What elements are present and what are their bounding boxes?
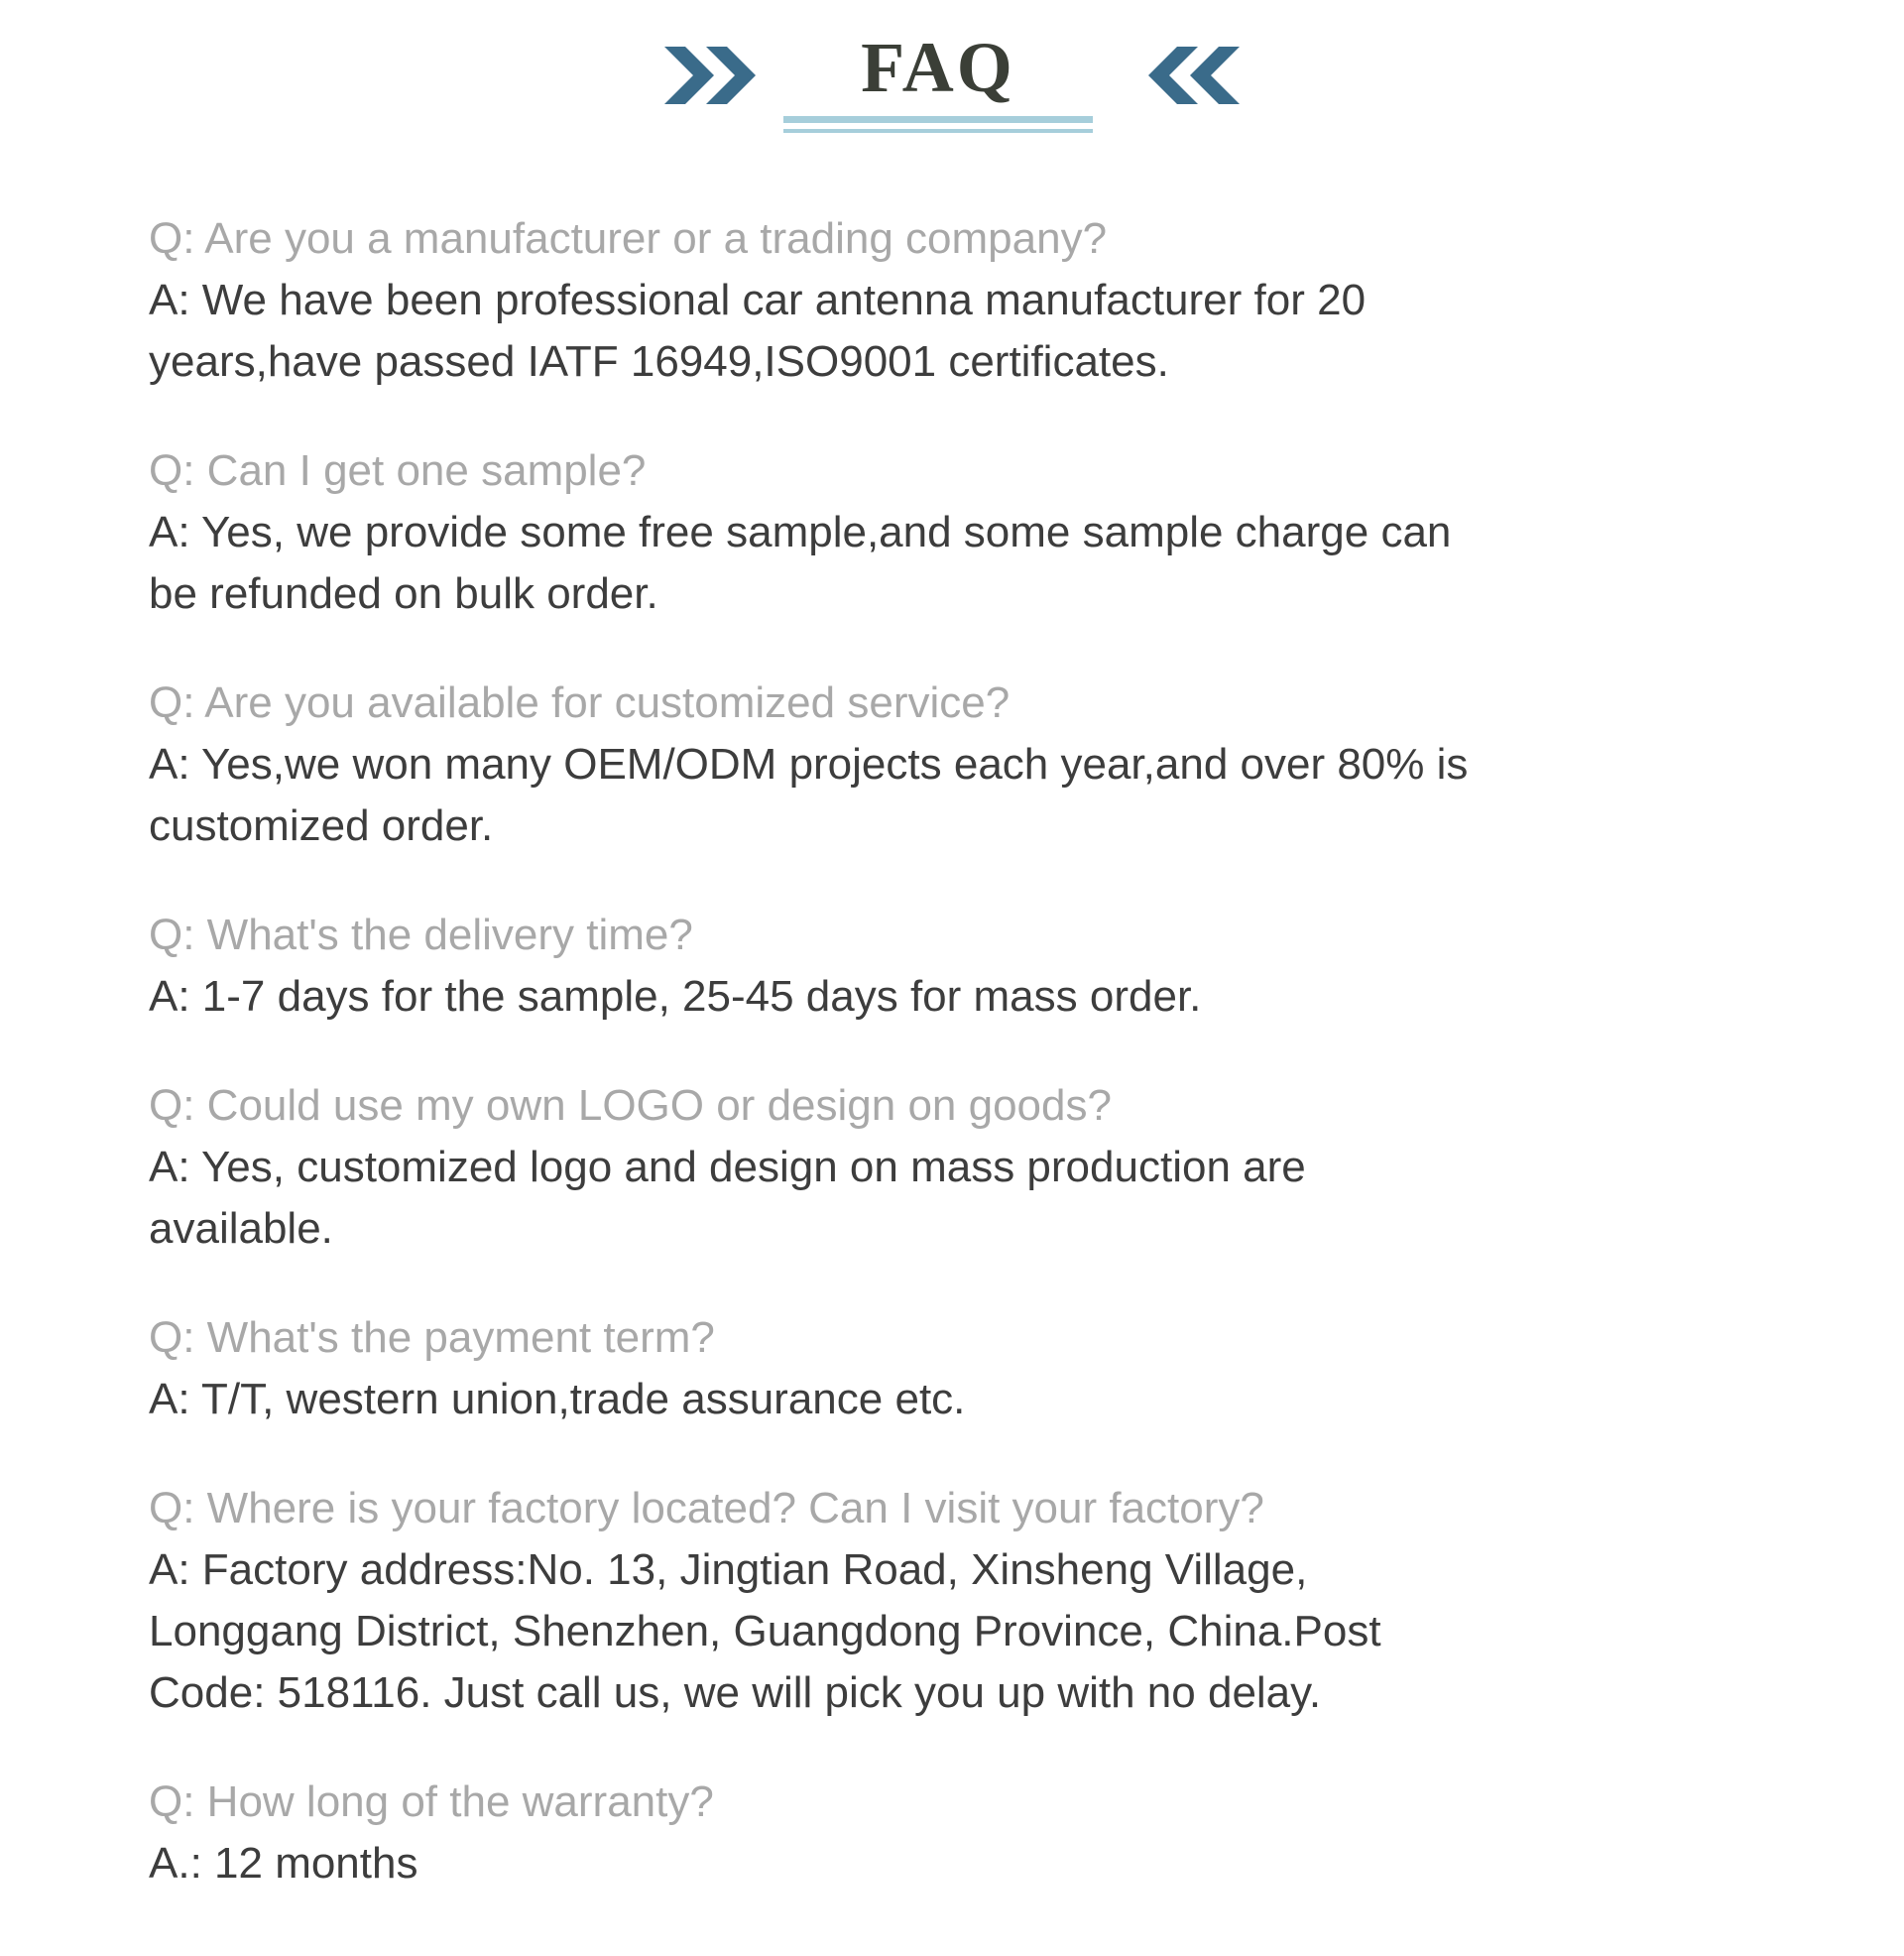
faq-question: Q: Can I get one sample? — [149, 446, 647, 495]
faq-answer — [149, 734, 1844, 857]
page-title: FAQ — [861, 28, 1015, 107]
faq-question: Q: Are you a manufacturer or a trading company? — [149, 214, 1108, 263]
faq-answer-line: A: Yes, we provide some free sample,and some sample charge can — [149, 508, 1452, 556]
faq-answer — [149, 1539, 1844, 1724]
faq-item — [149, 1478, 1844, 1724]
faq-answer-line: customized order. — [149, 801, 494, 850]
faq-item — [149, 672, 1844, 857]
faq-item — [149, 1772, 1844, 1895]
faq-answer-line: A: 1-7 days for the sample, 25-45 days for mass order. — [149, 972, 1202, 1021]
double-chevron-right-icon — [664, 47, 756, 109]
faq-question: Q: Are you available for customized service? — [149, 678, 1011, 727]
faq-answer — [149, 1833, 1844, 1895]
faq-item — [149, 1307, 1844, 1430]
faq-answer — [149, 1369, 1844, 1430]
faq-answer-line: years,have passed IATF 16949,ISO9001 certificates. — [149, 337, 1169, 386]
faq-answer-line: Code: 518116. Just call us, we will pick you up with no delay. — [149, 1668, 1322, 1717]
faq-answer — [149, 1137, 1844, 1260]
faq-answer — [149, 502, 1844, 625]
faq-answer-line: available. — [149, 1204, 333, 1253]
faq-answer-line: A.: 12 months — [149, 1839, 418, 1888]
double-chevron-left-icon — [1148, 47, 1240, 109]
faq-answer-line: A: We have been professional car antenna manufacturer for 20 — [149, 276, 1367, 324]
faq-question: Q: Could use my own LOGO or design on goods? — [149, 1081, 1112, 1130]
faq-answer-line: A: Factory address:No. 13, Jingtian Road, Xinsheng Village, — [149, 1545, 1308, 1594]
faq-item — [149, 1075, 1844, 1260]
faq-answer-line: be refunded on bulk order. — [149, 569, 658, 618]
faq-question: Q: What's the payment term? — [149, 1313, 715, 1362]
faq-question: Q: How long of the warranty? — [149, 1777, 714, 1826]
faq-item — [149, 905, 1844, 1028]
faq-answer-line: A: T/T, western union,trade assurance etc. — [149, 1375, 966, 1423]
title-underline-thin — [783, 129, 1093, 133]
faq-header — [0, 0, 1904, 133]
faq-question: Q: Where is your factory located? Can I visit your factory? — [149, 1484, 1264, 1532]
title-block — [783, 28, 1093, 133]
faq-answer — [149, 270, 1844, 393]
faq-answer-line: Longgang District, Shenzhen, Guangdong Province, China.Post — [149, 1607, 1381, 1655]
faq-item — [149, 208, 1844, 393]
title-underline-thick — [783, 116, 1093, 123]
faq-answer — [149, 966, 1844, 1028]
faq-answer-line: A: Yes, customized logo and design on mass production are — [149, 1143, 1306, 1191]
faq-answer-line: A: Yes,we won many OEM/ODM projects each year,and over 80% is — [149, 740, 1469, 789]
faq-item — [149, 440, 1844, 625]
faq-question: Q: What's the delivery time? — [149, 911, 693, 959]
faq-list — [0, 208, 1904, 1895]
